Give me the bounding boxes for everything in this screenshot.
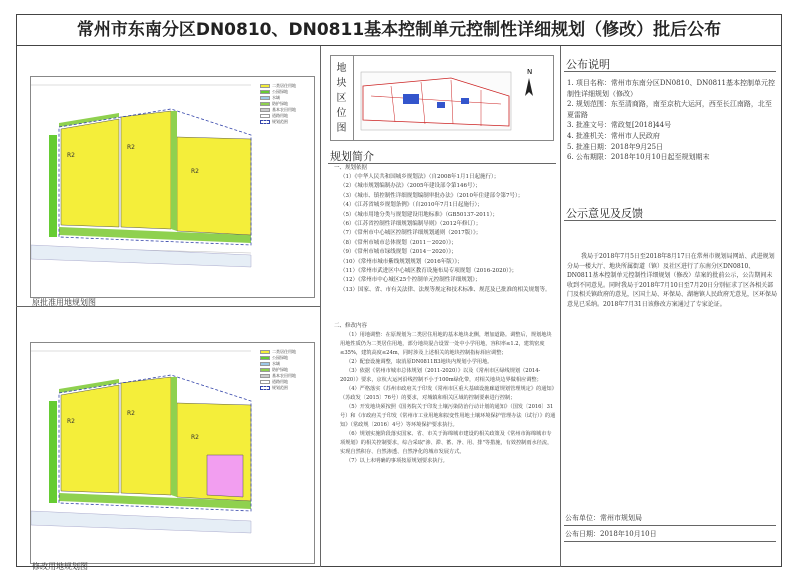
site-highlight — [403, 94, 419, 104]
list-item: （13）国家、省、市有关法律、法规等规定和技术标准、规范及已批准的相关规划等。 — [340, 286, 551, 293]
parcel-b — [121, 111, 171, 229]
content-title: 二、修改内容 — [334, 323, 368, 329]
footer-date: 公布日期：2018年10月10日 — [565, 530, 657, 538]
list-item: （1）用地调整：在原规划为二类居住用地的基本地块北侧，增加道路。调整后，规划地块用地性质仍为二类居住用地，部分地块混合设置一处中小学用地，容积率≤1.2，建筑密度≤35%，建筑高度≤24m，同时涉及上述相关的地块控制指标相应调整； — [340, 332, 552, 356]
list-item: 1. 项目名称：常州市东南分区DN0810、DN0811基本控制单元控制性详细规划（修改） — [567, 79, 776, 98]
list-item: （5）开发地块须按照《国务院关于印发土壤污染防治行动计划的通知》（国发〔2016〕31号）和《市政府关于印发《常州市工业用地和拟变性用地土壤环境保护管理办法（试行）》的通知》（常政规〔2016〕4号）等环境保护要求执行。 — [340, 404, 556, 428]
svg-text:R2: R2 — [127, 410, 135, 417]
basis-title: 一、规划依据 — [334, 165, 368, 171]
parcel-c — [177, 137, 251, 235]
list-item: （4）《江苏省城乡规划条例》（自2010年7月1日起施行）； — [340, 202, 483, 209]
list-item: （1）《中华人民共和国城乡规划法》（自2008年1月1日起施行）； — [340, 174, 500, 180]
list-item: （10）《常州市城市紫线规划规划（2016年版）》； — [340, 258, 463, 265]
list-item: （12）《常州市中心城区25个控制单元控制性详细规划》； — [340, 277, 481, 284]
svg-text:R2: R2 — [191, 168, 199, 175]
list-item: （9）《常州市城市绿线规划（2014－2020）》； — [340, 249, 457, 256]
svg-text:R2: R2 — [67, 152, 75, 159]
list-item: 4. 批准机关：常州市人民政府 — [567, 131, 660, 140]
notice-list — [567, 78, 777, 163]
list-item: （7）《常州市中心城区控制性详细规划通则（2017版）》； — [340, 230, 482, 237]
list-item: （5）《城市用地分类与规划建设用地标准》（GB50137-2011）； — [340, 211, 499, 218]
feedback-text: 我局于2018年7月5日至2018年8月17日在常州市规划局网站、武进规划分局一楼大厅、地块所属街道（镇）及社区进行了东南分区DN0810、DN0811基本控制单元控制性详细规划（修改）草案的批前公示，公告期间未收到不同意见。同时我局于2018年7月10日至7月20日分别征求了区各相关部门及相关镇政府的意见，区国土局、环保局、湖塘镇人民政府无意见，区环保局意见已采纳。2018年7月31日该修改方案通过了专家论证。 — [567, 253, 778, 308]
revised-land-use-map — [30, 342, 315, 564]
list-item: 5. 批准日期：2018年9月25日 — [567, 142, 664, 151]
list-item: 6. 公布期限：2018年10月10日起至规划期末 — [567, 153, 710, 162]
original-land-use-map — [30, 76, 315, 298]
list-item: 3. 批准文号：常政复[2018]44号 — [567, 121, 672, 130]
feedback-heading: 公示意见及反馈 — [566, 207, 643, 220]
basis-list — [340, 173, 556, 295]
list-item: （2）《城市规划编制办法》（2005年建设部令第146号）； — [340, 183, 481, 190]
svg-text:R2: R2 — [191, 434, 199, 441]
footer-rule-1 — [564, 525, 776, 526]
svg-text:N: N — [527, 68, 533, 76]
list-item: （7）以上未明确的事项按原规划要求执行。 — [346, 458, 448, 464]
location-label: 地块区位图 — [330, 55, 354, 141]
svg-text:R2: R2 — [127, 144, 135, 151]
map-legend: 二类居住用地 公园绿地 水域 防护绿地 基本农田用地 道路用地 规划范围 — [260, 83, 306, 125]
list-item: （4）严格落实《苏州市政府关于印发《常州市区重大基础设施廊道规划管理规定》的通知》（苏政发〔2015〕76号）的要求，对城镇和相关区域的控制要素进行控制； — [340, 386, 555, 401]
list-item: （6）规划实施阶段落实国家、省、市关于海绵城市建设的相关政策及《常州市海绵城市专项规划》的相关控制要求，综合采取"渗、滞、蓄、净、用、排"等措施，有效控制雨水径流，实现自然积存、自然渗透、自然净化的城市发展方式。 — [340, 431, 553, 455]
parcel-a — [61, 119, 119, 227]
svg-text:R2: R2 — [67, 418, 75, 425]
notice-rule — [564, 71, 776, 72]
original-map-caption: 原批准用地规划图 — [32, 298, 96, 307]
school-parcel — [207, 455, 243, 497]
notice-heading: 公布说明 — [566, 58, 610, 71]
list-item: （3）《城市、镇控制性详细规划编制审批办法》（2010年住建部令第7号）； — [340, 192, 524, 199]
list-item: （3）依据《常州市城市总体规划（2011-2020）》以及《常州市区绿线规划（2014-2020）》要求，京杭大运河沿线控制不小于100m绿化带，对相关地块边界做相应调整； — [340, 368, 542, 383]
list-item: （8）《常州市城市总体规划（2011－2020）》； — [340, 239, 457, 246]
location-map — [330, 55, 554, 141]
revised-map-caption: 修改用地规划图 — [32, 562, 88, 571]
canal-shape — [31, 245, 251, 267]
feedback-rule — [564, 220, 776, 221]
location-map-graphic — [331, 56, 555, 142]
list-item: 2. 规划范围：东至清商路，南至京杭大运河，西至长江南路，北至夏雷路 — [567, 100, 772, 119]
list-item: （6）《江苏省控制性详细规划编制导则》（2012年修订）； — [340, 221, 482, 228]
footer-unit: 公布单位：常州市规划局 — [565, 514, 642, 522]
list-item: （2）配套设施调整，取消原DN0811B3地块内规划小学用地。 — [346, 359, 493, 365]
page-title: 常州市东南分区DN0810、DN0811基本控制单元控制性详细规划（修改）批后公布 — [16, 14, 782, 46]
north-arrow-icon — [525, 78, 533, 96]
map-legend-revised: 二类居住用地 公园绿地 水域 防护绿地 基本农田用地 道路用地 规划范围 — [260, 349, 306, 391]
content-list — [340, 331, 556, 466]
footer-rule-2 — [564, 541, 776, 542]
intro-heading: 规划简介 — [330, 150, 374, 163]
divider-left — [320, 46, 321, 567]
list-item: （11）《常州市武进区中心城区教育设施布局专项规划（2016-2020）》； — [340, 268, 518, 275]
divider-right — [560, 46, 561, 567]
